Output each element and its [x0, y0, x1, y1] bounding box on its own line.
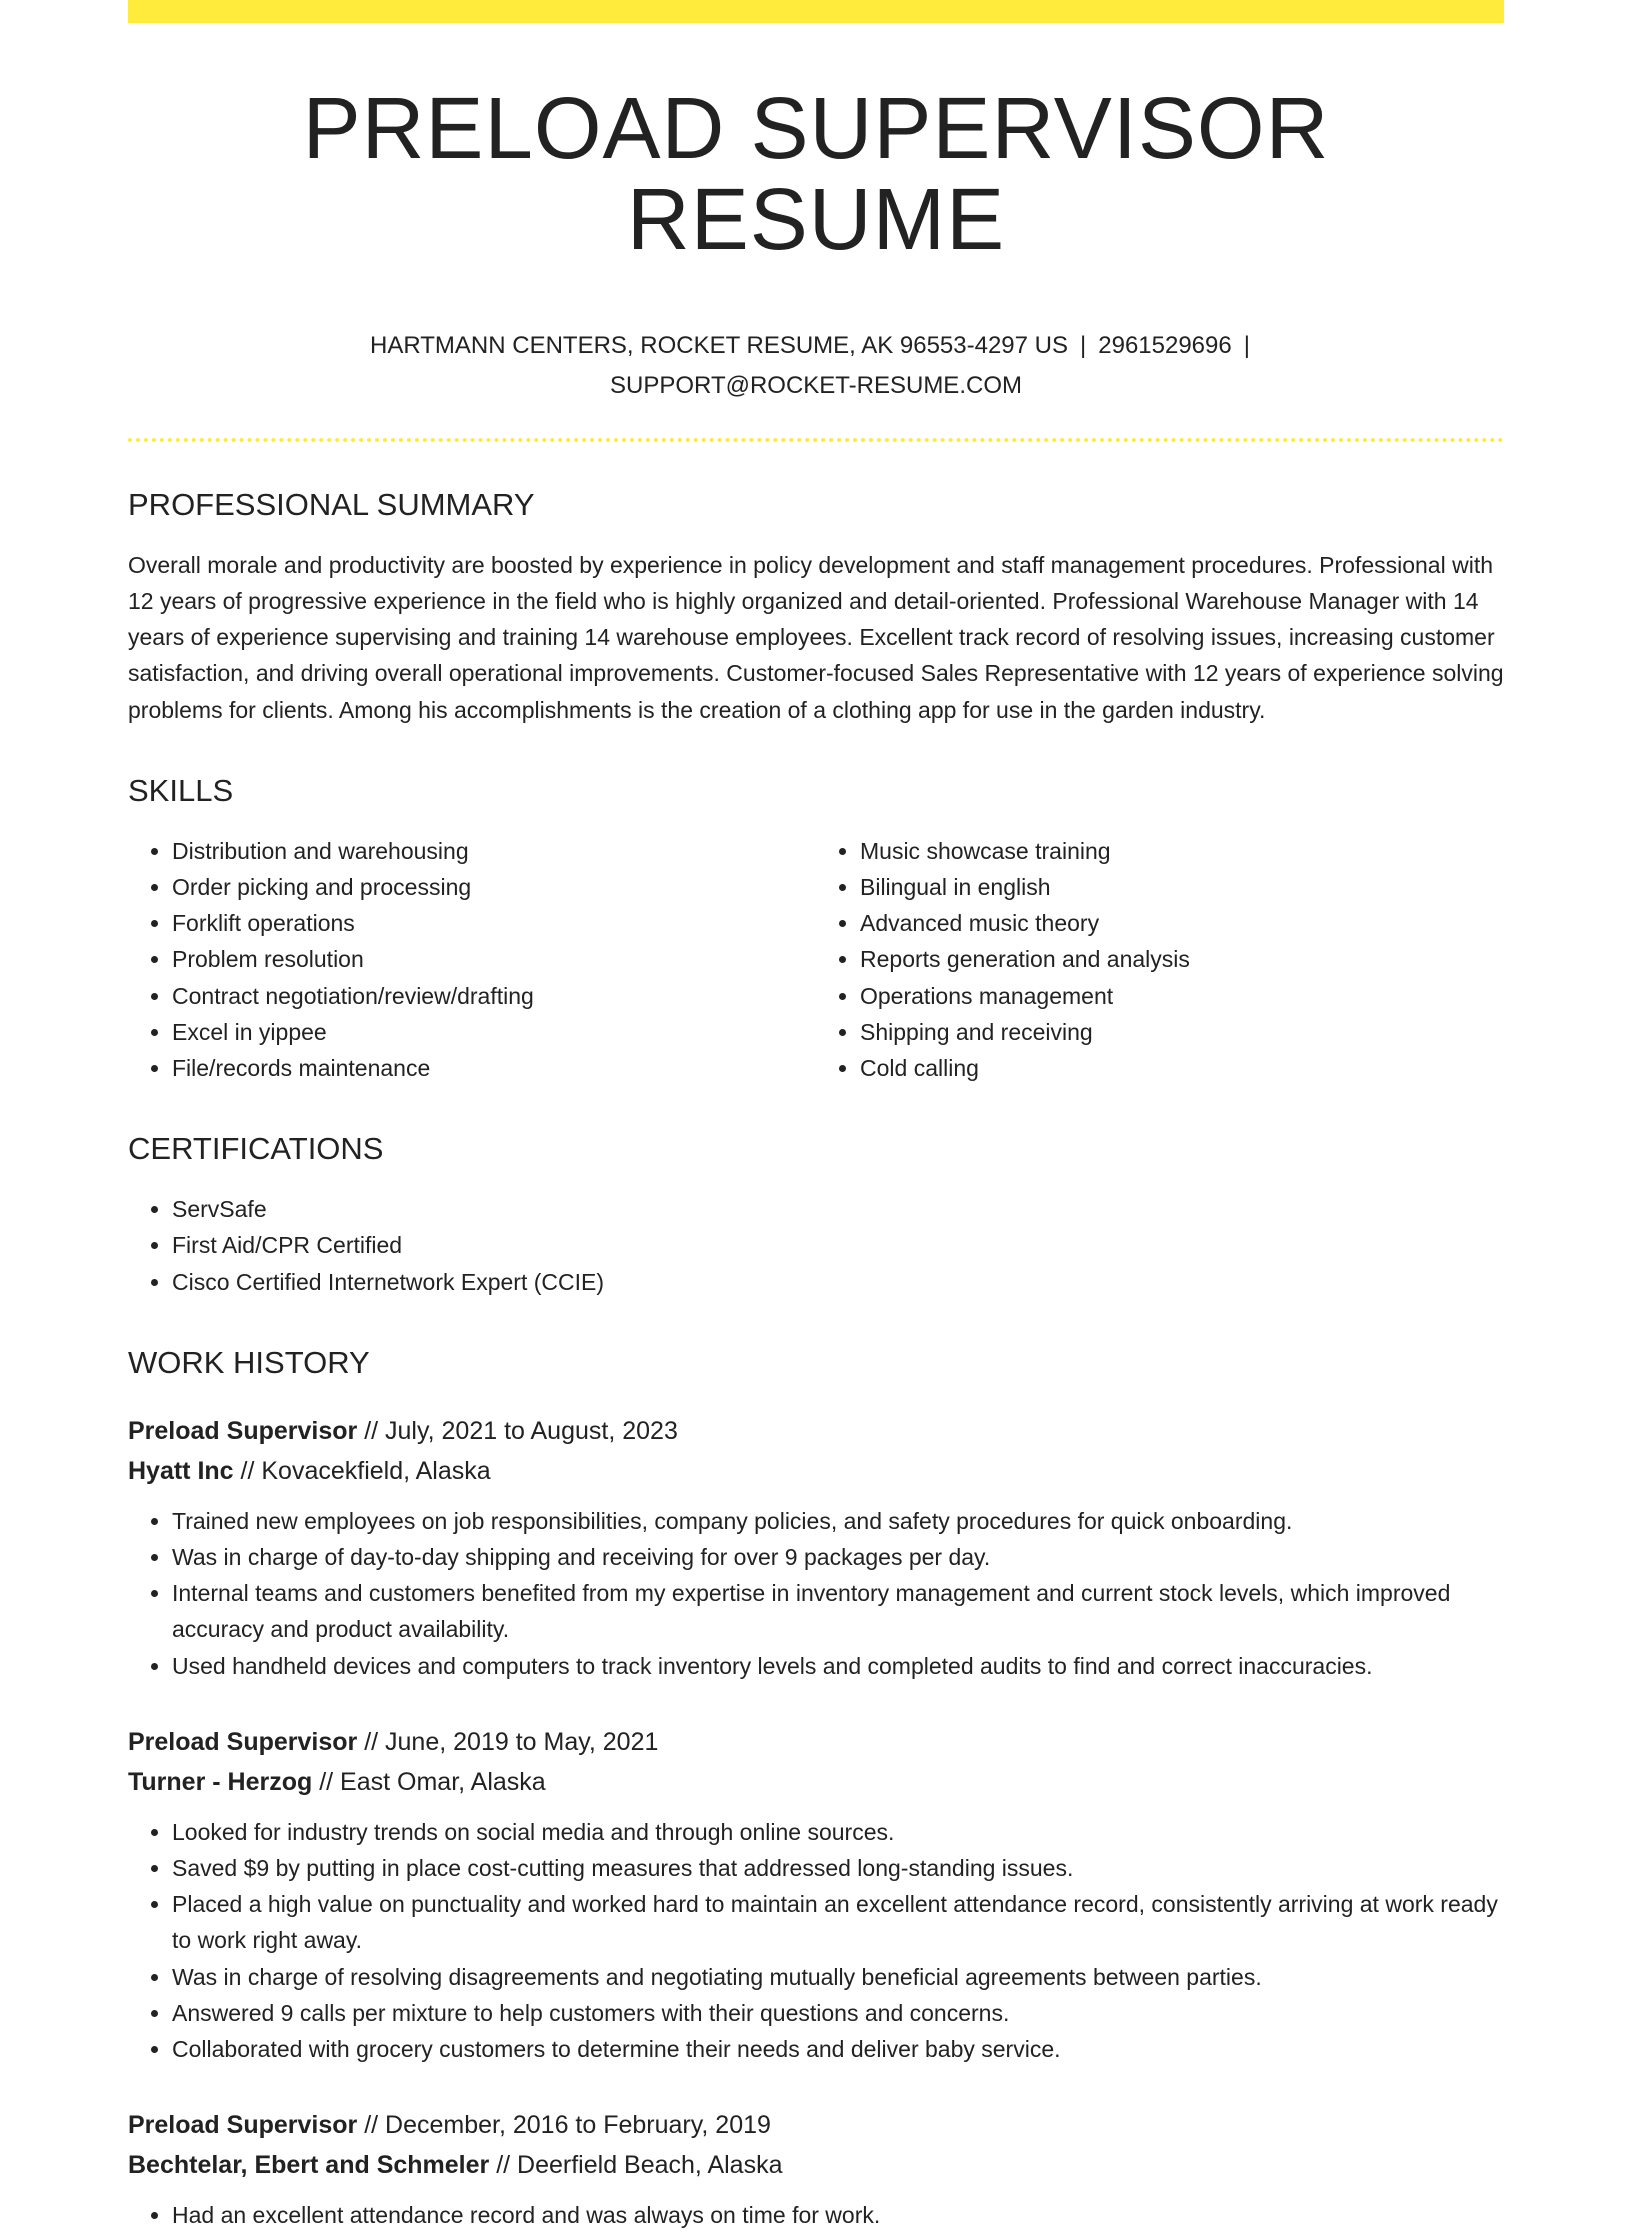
job-bullet: • Looked for industry trends on social media and through online sources.: [172, 1814, 1504, 1850]
certifications-list: [128, 1191, 1504, 1300]
job-bullet: • Saved $9 by putting in place cost-cutting measures that addressed long-standing issues.: [172, 1850, 1504, 1886]
job-entry: [128, 2105, 1504, 2233]
accent-top-bar: [128, 0, 1504, 23]
skill-item: • Music showcase training: [860, 833, 1504, 869]
resume-title: PRELOAD SUPERVISOR RESUME: [302, 80, 1330, 269]
job-bullet: • Answered 9 calls per mixture to help customers with their questions and concerns.: [172, 1995, 1504, 2031]
job-entry: [128, 1411, 1504, 1684]
skill-item: • Cold calling: [860, 1050, 1504, 1086]
skill-item: • Reports generation and analysis: [860, 941, 1504, 977]
job-location: // East Omar, Alaska: [312, 1767, 546, 1796]
job-bullet: • Used handheld devices and computers to track inventory levels and completed audits to find and correct inaccuracies.: [172, 1648, 1504, 1684]
job-bullet: • Collaborated with grocery customers to determine their needs and deliver baby service.: [172, 2031, 1504, 2067]
job-title-line: [128, 1411, 1504, 1451]
skills-heading: SKILLS: [128, 772, 234, 808]
job-title: Preload Supervisor: [128, 2111, 358, 2140]
job-company-line: [128, 2145, 1504, 2185]
job-location: // Deerfield Beach, Alaska: [489, 2151, 783, 2180]
job-company-line: [128, 1762, 1504, 1802]
job-title-line: [128, 2105, 1504, 2145]
skills-list-right: [816, 833, 1504, 1086]
job-bullet: • Placed a high value on punctuality and worked hard to maintain an excellent attendance record, consistently arriving at work ready to work right away.: [172, 1886, 1504, 1958]
job-bullet: • Internal teams and customers benefited from my expertise in inventory management and current stock levels, which improved accuracy and product availability.: [172, 1575, 1504, 1647]
skill-item: • Order picking and processing: [172, 869, 816, 905]
resume-page: [128, 0, 1504, 2233]
certification-item: • Cisco Certified Internetwork Expert (CCIE): [172, 1264, 1504, 1300]
certification-item: • ServSafe: [172, 1191, 1504, 1227]
job-title: Preload Supervisor: [128, 1416, 358, 1445]
skill-item: • Problem resolution: [172, 941, 816, 977]
job-entry: [128, 1722, 1504, 2067]
work-history-heading: WORK HISTORY: [128, 1344, 370, 1380]
job-bullet: • Trained new employees on job responsibilities, company policies, and safety procedures for quick onboarding.: [172, 1503, 1504, 1539]
contact-phone: 2961529696: [1098, 331, 1232, 359]
job-bullet: • Was in charge of day-to-day shipping and receiving for over 9 packages per day.: [172, 1539, 1504, 1575]
skill-item: • Shipping and receiving: [860, 1014, 1504, 1050]
contact-email: SUPPORT@ROCKET-RESUME.COM: [610, 371, 1022, 399]
skills-list-left: [128, 833, 816, 1086]
summary-text: Overall morale and productivity are boosted by experience in policy development and staff management procedures. Professional with 12 years of progressive experience in the field who is highly organized and detail-oriented. Professional Warehouse Manager with 14 years of experience supervising and training 14 warehouse employees. Excellent track record of resolving issues, increasing customer satisfaction, and driving overall operational improvements. Customer-focused Sales Representative with 12 years of experience solving problems for clients. Among his accomplishments is the creation of a clothing app for use in the garden industry.: [128, 551, 1504, 723]
job-dates: // June, 2019 to May, 2021: [357, 1727, 659, 1756]
summary-heading: PROFESSIONAL SUMMARY: [128, 486, 535, 522]
job-company: Hyatt Inc: [128, 1456, 234, 1485]
job-dates: // July, 2021 to August, 2023: [357, 1416, 678, 1445]
job-bullet: • Had an excellent attendance record and was always on time for work.: [172, 2197, 1504, 2233]
contact-address: HARTMANN CENTERS, ROCKET RESUME, AK 96553-4297 US: [370, 331, 1069, 359]
dotted-divider: [128, 438, 1504, 442]
job-title: Preload Supervisor: [128, 1727, 358, 1756]
job-dates: // December, 2016 to February, 2019: [357, 2111, 771, 2140]
job-company: Bechtelar, Ebert and Schmeler: [128, 2151, 490, 2180]
job-bullet: • Was in charge of resolving disagreements and negotiating mutually beneficial agreements between parties.: [172, 1959, 1504, 1995]
job-title-line: [128, 1722, 1504, 1762]
job-company-line: [128, 1451, 1504, 1491]
skill-item: • Excel in yippee: [172, 1014, 816, 1050]
job-bullets: [128, 2197, 1504, 2233]
job-bullets: [128, 1503, 1504, 1684]
job-location: // Kovacekfield, Alaska: [233, 1456, 491, 1485]
contact-separator: |: [1243, 331, 1250, 359]
skill-item: • Bilingual in english: [860, 869, 1504, 905]
certifications-heading: CERTIFICATIONS: [128, 1131, 384, 1167]
job-bullets: [128, 1814, 1504, 2067]
skill-item: • File/records maintenance: [172, 1050, 816, 1086]
skills-columns: [128, 833, 1504, 1086]
skill-item: • Contract negotiation/review/drafting: [172, 978, 816, 1014]
certification-item: • First Aid/CPR Certified: [172, 1227, 1504, 1263]
skill-item: • Advanced music theory: [860, 905, 1504, 941]
skill-item: • Operations management: [860, 978, 1504, 1014]
skill-item: • Distribution and warehousing: [172, 833, 816, 869]
skill-item: • Forklift operations: [172, 905, 816, 941]
contact-separator: |: [1080, 331, 1087, 359]
job-company: Turner - Herzog: [128, 1767, 313, 1796]
contact-info: [316, 326, 1316, 406]
